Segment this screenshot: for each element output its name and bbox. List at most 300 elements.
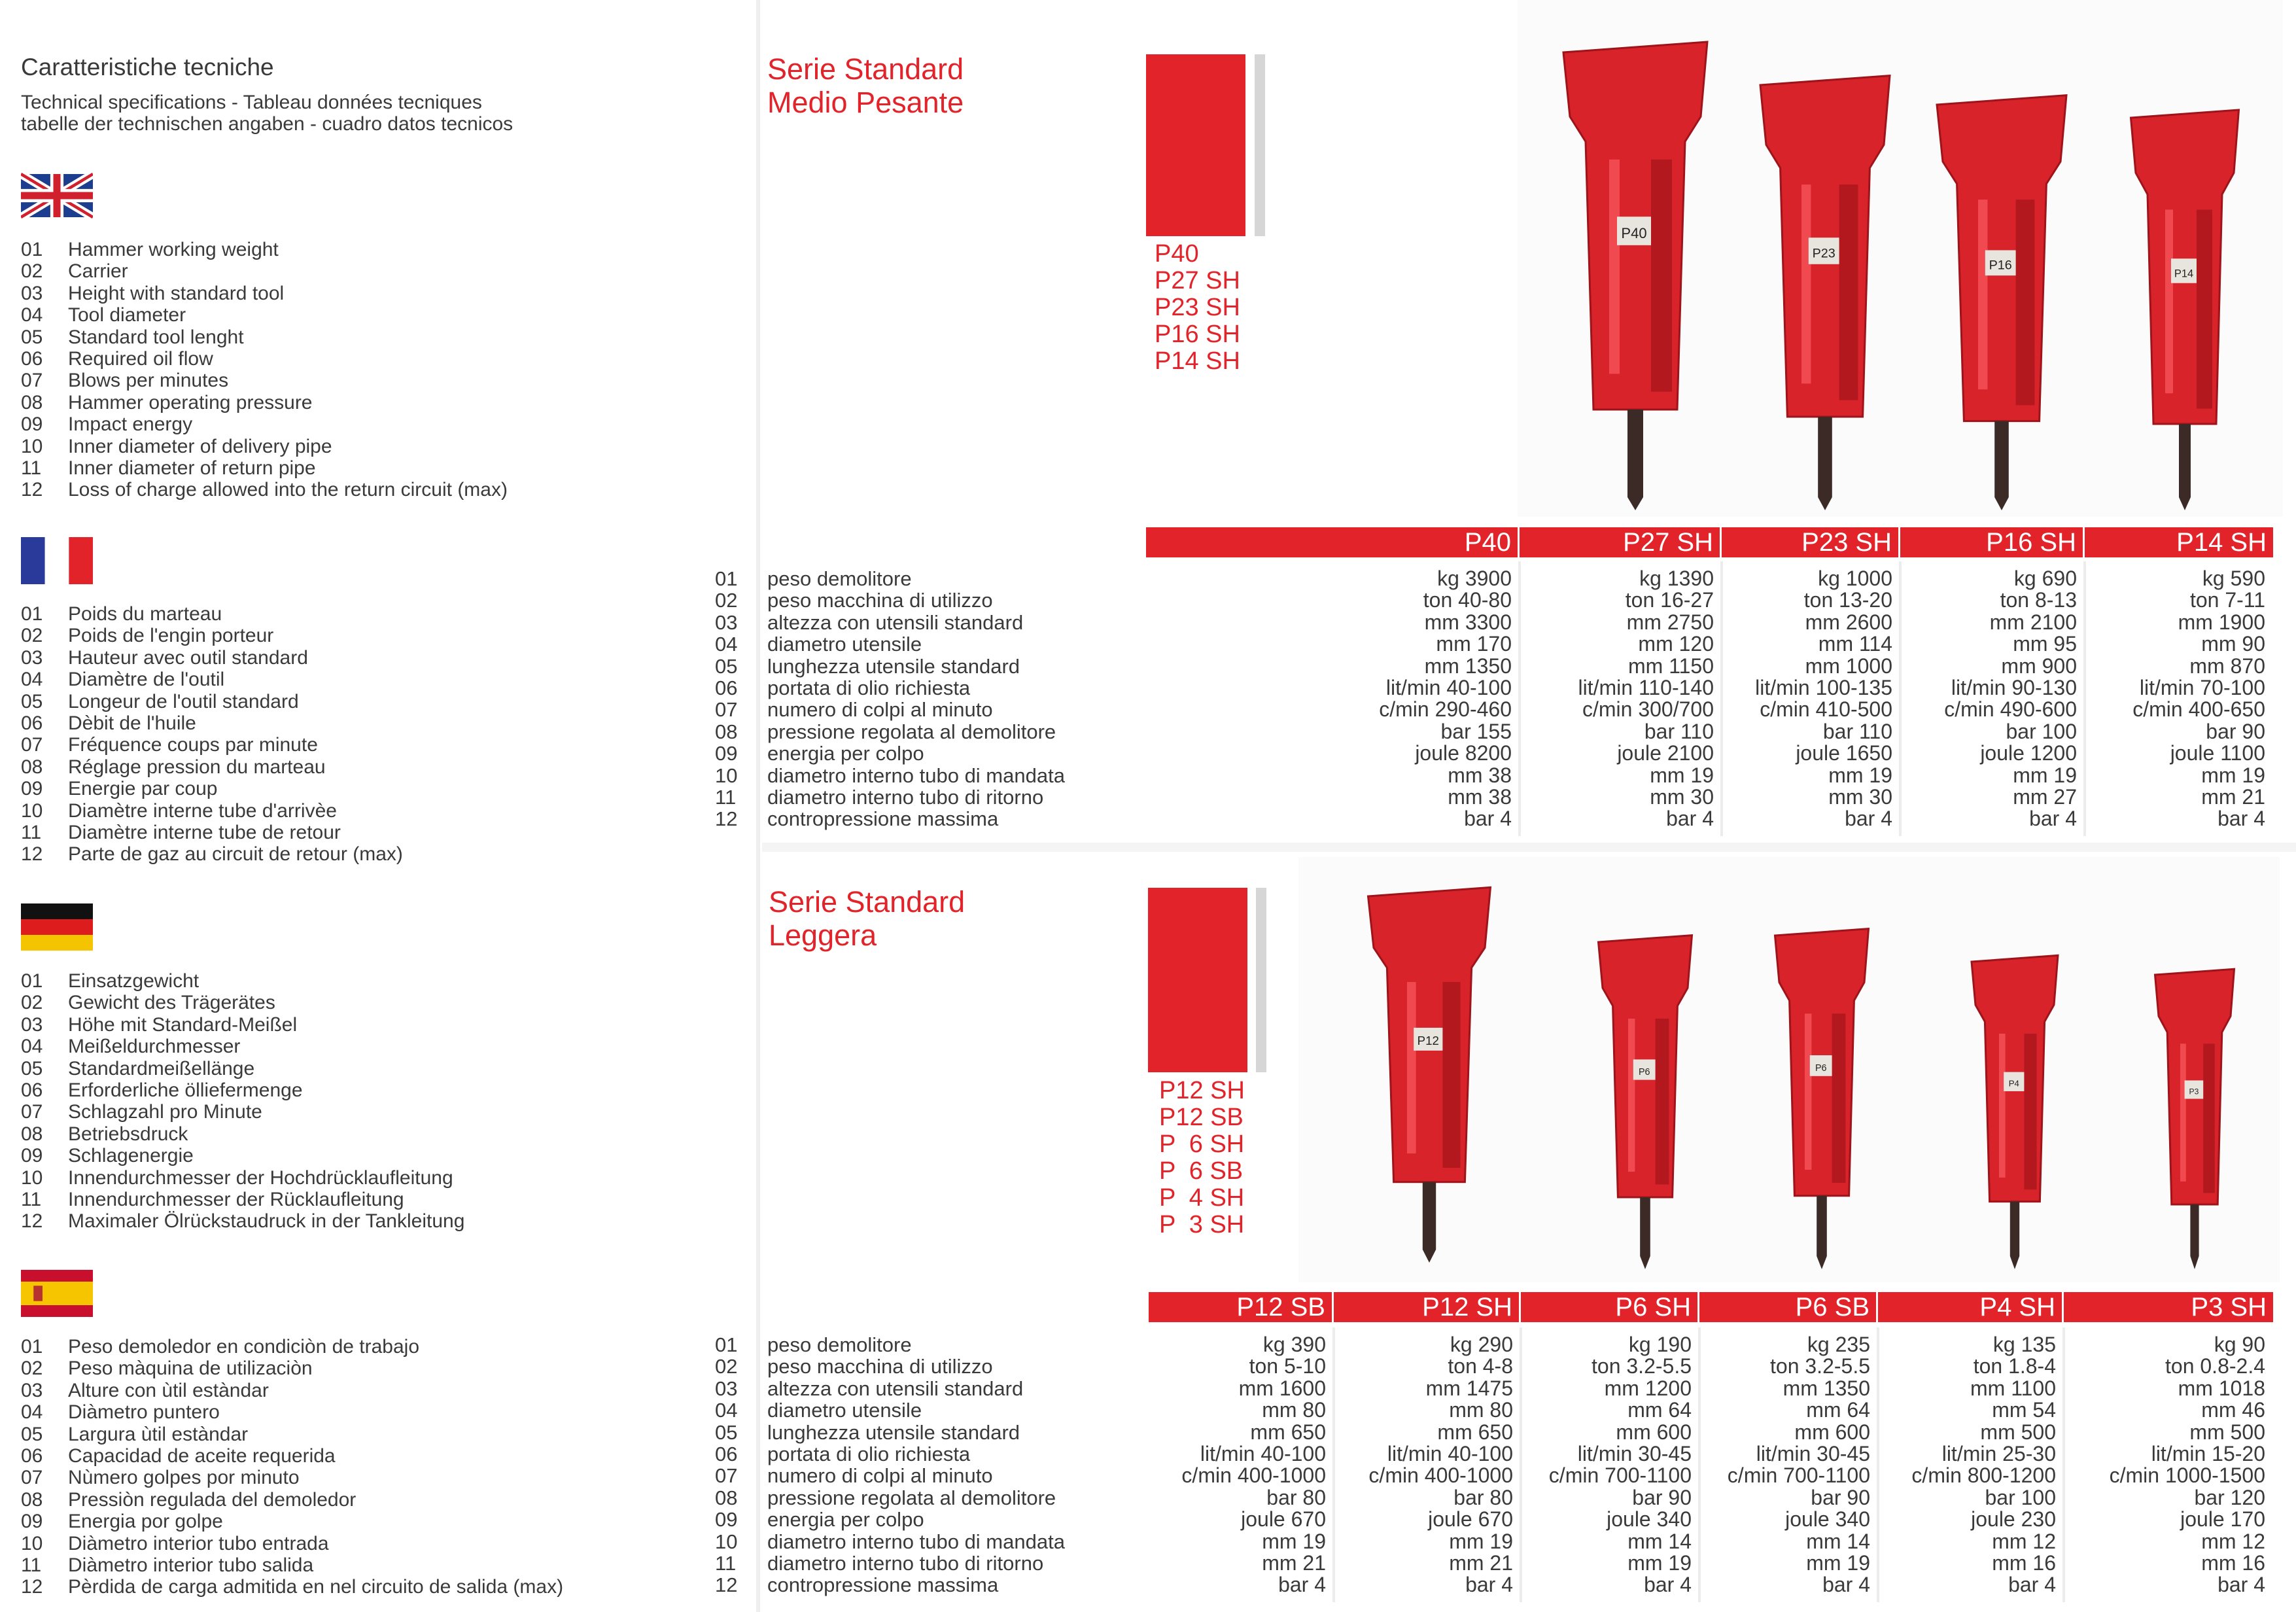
spec-row-text: diametro interno tubo di ritorno <box>767 786 1044 809</box>
series-light-model-list <box>1159 1078 1245 1238</box>
spec-value-cell: c/min 400-1000 <box>1368 1463 1513 1488</box>
series-heavy-swatch-shadow <box>1255 54 1265 236</box>
spec-row-number: 12 <box>715 807 738 831</box>
legend-item-text: Hammer operating pressure <box>68 391 313 413</box>
legend-item-text: Capacidad de aceite requerida <box>68 1445 336 1467</box>
series-heavy-title-line-1: Serie Standard <box>767 52 964 86</box>
subtitle-line-1: Technical specifications - Tableau données tecniques <box>21 92 482 113</box>
spec-value-cell: mm 500 <box>1980 1420 2056 1444</box>
spec-value-cell: bar 80 <box>1266 1485 1326 1509</box>
legend-item-text: Diàmetro puntero <box>68 1401 220 1424</box>
spec-value-cell: bar 4 <box>1464 807 1512 831</box>
spec-value-cell: mm 30 <box>1650 785 1714 809</box>
spec-value-cell: mm 16 <box>2201 1551 2265 1575</box>
legend-item-number: 04 <box>21 304 43 326</box>
legend-item <box>21 970 464 992</box>
legend-item-number: 07 <box>21 370 43 392</box>
spec-value-cell: mm 650 <box>1250 1420 1326 1444</box>
spec-row-text: altezza con utensili standard <box>767 1376 1024 1400</box>
legend-item <box>21 326 508 348</box>
spec-value-cell: ton 40-80 <box>1423 588 1512 612</box>
spec-value-cell: mm 19 <box>1449 1529 1513 1553</box>
model-name: P12 SH <box>1159 1077 1245 1104</box>
legend-item-text: Blows per minutes <box>68 370 229 392</box>
legend-item-text: Diamètre de l'outil <box>68 669 225 691</box>
spec-value-cell: c/min 490-600 <box>1944 697 2077 722</box>
model-name: P 6 SH <box>1159 1130 1245 1158</box>
legend-item-number: 09 <box>21 413 43 436</box>
legend-item-number: 08 <box>21 756 43 778</box>
spec-value-cell: mm 900 <box>2001 654 2077 678</box>
spec-value-cell: mm 2100 <box>1989 610 2077 634</box>
legend-item-text: Betriebsdruck <box>68 1123 188 1145</box>
spec-value-cell: mm 12 <box>1992 1529 2056 1553</box>
spec-row-text: pressione regolata al demolitore <box>767 1486 1056 1509</box>
spec-value-cell: bar 4 <box>1465 1573 1513 1597</box>
spec-value-cell: c/min 700-1100 <box>1727 1463 1870 1488</box>
spec-value-cell: bar 110 <box>1822 719 1892 743</box>
spec-value-cell: lit/min 90-130 <box>1951 676 2077 699</box>
spec-value-cell: joule 670 <box>1428 1507 1513 1532</box>
spec-value-cell: ton 3.2-5.5 <box>1592 1354 1692 1378</box>
legend-item <box>21 756 403 778</box>
legend-item <box>21 1167 464 1189</box>
legend-item <box>21 260 508 282</box>
legend-item-number: 04 <box>21 1036 43 1058</box>
spec-value-cell: bar 90 <box>2206 719 2265 743</box>
column-header: P27 SH <box>1520 527 1722 557</box>
spec-value-cell: joule 230 <box>1971 1507 2056 1532</box>
spec-value-cell: mm 870 <box>2189 654 2265 678</box>
spec-value-cell: mm 600 <box>1616 1420 1692 1444</box>
spec-value-cell: bar 4 <box>1822 1573 1870 1597</box>
legend-item-number: 02 <box>21 992 43 1014</box>
legend-item <box>21 734 403 756</box>
spec-row-number: 12 <box>715 1573 738 1597</box>
legend-item <box>21 283 508 304</box>
legend-item-text: Pèrdida de carga admitida en nel circuito de salida (max) <box>68 1576 564 1598</box>
legend-item <box>21 1189 464 1210</box>
legend-item-text: Schlagzahl pro Minute <box>68 1101 262 1123</box>
spec-value-cell: lit/min 110-140 <box>1578 676 1714 699</box>
spec-value-cell: c/min 300/700 <box>1582 697 1714 722</box>
spec-value-cell: mm 1150 <box>1627 654 1714 678</box>
legend-item-number: 11 <box>21 822 42 844</box>
spec-row-number: 08 <box>715 720 738 743</box>
spec-value-cell: lit/min 25-30 <box>1941 1442 2056 1465</box>
spec-value-cell: mm 64 <box>1627 1398 1692 1422</box>
light-hammer-photos <box>1298 870 2280 1282</box>
legend-item <box>21 625 403 646</box>
legend-item <box>21 479 508 500</box>
spec-row-number: 03 <box>715 610 738 634</box>
spec-value-cell: mm 2600 <box>1805 610 1892 634</box>
legend-item-number: 02 <box>21 625 43 647</box>
hammer-plate-label: P12 <box>1417 1034 1439 1048</box>
legend-item-text: Schlagenergie <box>68 1145 194 1167</box>
spec-value-cell: mm 500 <box>2189 1420 2265 1444</box>
spec-value-cell: kg 135 <box>1992 1333 2056 1356</box>
series-light-color-swatch <box>1148 888 1247 1072</box>
spec-value-cell: bar 120 <box>2194 1485 2265 1509</box>
column-header: P23 SH <box>1722 527 1900 557</box>
spec-value-cell: bar 4 <box>1278 1573 1326 1597</box>
spec-value-cell: joule 1650 <box>1796 741 1892 765</box>
spec-value-cell: mm 64 <box>1806 1398 1870 1422</box>
spec-value-cell: mm 1900 <box>2178 610 2265 634</box>
spec-value-cell: lit/min 70-100 <box>2139 676 2265 699</box>
legend-item <box>21 603 403 625</box>
spain-spec-list <box>21 1336 563 1598</box>
hammer-plate-label: P14 <box>2174 268 2194 280</box>
legend-item-text: Innendurchmesser der Hochdrücklaufleitung <box>68 1166 453 1189</box>
spec-value-cell: mm 90 <box>2201 632 2265 656</box>
uk-spec-list <box>21 239 508 501</box>
spec-value-cell: mm 19 <box>2201 763 2265 787</box>
spec-value-cell: mm 1200 <box>1604 1376 1692 1400</box>
model-name: P 6 SB <box>1159 1157 1244 1185</box>
spec-value-cell: bar 80 <box>1453 1485 1513 1509</box>
spec-row-text: peso demolitore <box>767 1333 912 1356</box>
spec-row-text: numero di colpi al minuto <box>767 698 993 722</box>
spec-value-cell: joule 2100 <box>1617 741 1714 765</box>
legend-item <box>21 1445 563 1467</box>
legend-item-number: 09 <box>21 778 43 800</box>
model-name: P40 <box>1155 240 1199 268</box>
hammer-p4-image <box>1972 955 2058 1269</box>
legend-item-number: 12 <box>21 1576 43 1598</box>
section-separator <box>762 843 2296 852</box>
spec-value-cell: bar 90 <box>1632 1485 1692 1509</box>
spec-value-cell: kg 590 <box>2202 567 2265 590</box>
spec-value-cell: c/min 800-1200 <box>1911 1463 2056 1488</box>
spec-value-cell: mm 38 <box>1448 763 1512 787</box>
model-name: P12 SB <box>1159 1104 1244 1131</box>
legend-item-number: 10 <box>21 799 43 822</box>
hammer-plate-label: P3 <box>2189 1087 2199 1096</box>
legend-item-number: 03 <box>21 282 43 304</box>
legend-item-number: 10 <box>21 1532 43 1554</box>
spec-value-cell: mm 21 <box>1262 1551 1326 1575</box>
legend-item-text: Parte de gaz au circuit de retour (max) <box>68 843 403 866</box>
spec-value-cell: mm 1018 <box>2178 1376 2265 1400</box>
legend-item-text: Hammer working weight <box>68 239 279 260</box>
spec-value-cell: ton 5-10 <box>1249 1354 1326 1378</box>
legend-item <box>21 1079 464 1101</box>
spec-row-number: 11 <box>715 1552 737 1575</box>
spec-row-number: 01 <box>715 567 738 590</box>
spec-value-cell: bar 4 <box>2029 807 2077 831</box>
spec-row-number: 04 <box>715 1399 738 1422</box>
legend-item-text: Largura ùtil estàndar <box>68 1423 249 1445</box>
legend-item <box>21 712 403 734</box>
spec-value-cell: joule 340 <box>1785 1507 1870 1532</box>
legend-item <box>21 1101 464 1123</box>
legend-item-number: 07 <box>21 1467 43 1489</box>
spec-row-text: altezza con utensili standard <box>767 610 1024 634</box>
legend-item-text: Standardmeißellänge <box>68 1057 255 1079</box>
legend-item-number: 06 <box>21 712 43 735</box>
legend-item-text: Alture con ùtil estàndar <box>68 1379 269 1401</box>
column-header: P4 SH <box>1878 1292 2064 1322</box>
legend-item <box>21 1358 563 1379</box>
legend-item-number: 11 <box>21 457 42 480</box>
germany-flag-icon <box>21 903 93 951</box>
spec-row-number: 10 <box>715 1530 738 1553</box>
legend-item-number: 11 <box>21 1554 42 1577</box>
spec-value-cell: ton 13-20 <box>1803 588 1892 612</box>
legend-item-number: 01 <box>21 970 43 992</box>
series-light-title-line-1: Serie Standard <box>769 885 965 919</box>
column-header: P16 SH <box>1900 527 2085 557</box>
spec-row-number: 04 <box>715 633 738 656</box>
legend-item <box>21 800 403 822</box>
spec-value-cell: kg 3900 <box>1437 567 1512 590</box>
legend-item-number: 06 <box>21 348 43 370</box>
hammer-plate-label: P16 <box>1989 258 2012 273</box>
legend-item-text: Energie par coup <box>68 778 218 800</box>
legend-item <box>21 1014 464 1036</box>
legend-item-text: Height with standard tool <box>68 282 285 304</box>
spec-value-cell: joule 8200 <box>1415 741 1512 765</box>
legend-item-text: Diamètre interne tube d'arrivèe <box>68 799 337 822</box>
spec-value-cell: ton 8-13 <box>2000 588 2077 612</box>
spec-value-cell: mm 80 <box>1449 1398 1513 1422</box>
spec-value-cell: kg 390 <box>1262 1333 1326 1356</box>
spec-value-cell: mm 54 <box>1992 1398 2056 1422</box>
heavy-hammer-photos <box>1518 13 2283 517</box>
legend-item <box>21 843 403 865</box>
spec-value-cell: lit/min 40-100 <box>1385 676 1512 699</box>
france-spec-list <box>21 603 403 866</box>
spec-value-cell: mm 19 <box>1262 1529 1326 1553</box>
legend-item <box>21 1467 563 1488</box>
spec-value-cell: mm 12 <box>2201 1529 2265 1553</box>
spec-value-cell: mm 114 <box>1818 632 1892 656</box>
spec-row-text: portata di olio richiesta <box>767 1443 971 1465</box>
legend-item <box>21 1336 563 1358</box>
legend-item-number: 03 <box>21 646 43 669</box>
spec-row-number: 07 <box>715 698 738 722</box>
spec-row-text: peso macchina di utilizzo <box>767 1355 993 1378</box>
legend-item <box>21 1424 563 1445</box>
legend-item-text: Inner diameter of delivery pipe <box>68 435 332 457</box>
spec-value-cell: c/min 400-1000 <box>1181 1463 1326 1488</box>
spec-row-text: lunghezza utensile standard <box>767 654 1020 678</box>
left-legend-column <box>0 0 756 1612</box>
spec-value-cell: lit/min 15-20 <box>2151 1442 2265 1465</box>
spec-value-cell: mm 120 <box>1638 632 1714 656</box>
spec-value-cell: ton 0.8-2.4 <box>2165 1354 2265 1378</box>
legend-item <box>21 392 508 413</box>
spec-value-cell: mm 46 <box>2201 1398 2265 1422</box>
france-flag-icon <box>21 537 93 584</box>
legend-item-text: Carrier <box>68 260 128 283</box>
spec-row-text: lunghezza utensile standard <box>767 1420 1020 1444</box>
legend-item <box>21 1145 464 1166</box>
legend-item-text: Longeur de l'outil standard <box>68 690 299 712</box>
model-name: P27 SH <box>1155 267 1240 294</box>
column-header: P3 SH <box>2191 1293 2267 1322</box>
legend-item-text: Poids du marteau <box>68 603 222 625</box>
spec-value-cell: ton 3.2-5.5 <box>1770 1354 1870 1378</box>
legend-item-text: Hauteur avec outil standard <box>68 646 308 669</box>
spec-value-cell: bar 90 <box>1811 1485 1870 1509</box>
legend-item-text: Standard tool lenght <box>68 326 244 348</box>
legend-item-number: 12 <box>21 843 43 866</box>
legend-item-number: 01 <box>21 239 43 260</box>
legend-item-text: Tool diameter <box>68 304 186 326</box>
spec-value-cell: c/min 410-500 <box>1760 697 1892 722</box>
hammer-plate-label: P23 <box>1812 246 1835 261</box>
spec-value-cell: lit/min 100-135 <box>1755 676 1892 699</box>
hammer-p6-sh-image <box>1599 936 1692 1269</box>
hammer-plate-label: P4 <box>2008 1078 2019 1089</box>
spec-value-cell: mm 19 <box>2013 763 2077 787</box>
legend-item <box>21 239 508 260</box>
column-header: P40 <box>1146 527 1520 557</box>
spec-value-cell: mm 27 <box>2013 785 2077 809</box>
legend-item <box>21 1489 563 1511</box>
spec-value-cell: c/min 700-1100 <box>1548 1463 1692 1488</box>
series-light-values <box>1149 1334 2273 1602</box>
legend-item <box>21 370 508 391</box>
spec-value-cell: lit/min 30-45 <box>1756 1442 1870 1465</box>
legend-item-text: Peso demoledor en condiciòn de trabajo <box>68 1336 420 1358</box>
spec-value-cell: mm 170 <box>1436 632 1512 656</box>
spec-value-cell: lit/min 40-100 <box>1387 1442 1513 1465</box>
legend-item <box>21 1511 563 1532</box>
spec-value-cell: kg 90 <box>2214 1333 2265 1356</box>
spec-row-number: 09 <box>715 742 738 765</box>
spec-row-text: peso demolitore <box>767 567 912 590</box>
legend-item-text: Meißeldurchmesser <box>68 1036 241 1058</box>
spec-row-number: 03 <box>715 1376 738 1400</box>
spec-value-cell: kg 290 <box>1450 1333 1513 1356</box>
spec-value-cell: ton 7-11 <box>2189 588 2265 612</box>
spec-value-cell: mm 1350 <box>1424 654 1512 678</box>
hammer-plate-label: P6 <box>1815 1062 1827 1074</box>
legend-item-number: 12 <box>21 479 43 501</box>
legend-item-number: 02 <box>21 260 43 283</box>
series-light-table-header <box>1149 1292 2273 1322</box>
spec-row-number: 05 <box>715 1420 738 1444</box>
legend-item <box>21 647 403 669</box>
legend-item <box>21 1554 563 1576</box>
spec-value-cell: mm 3300 <box>1424 610 1512 634</box>
spec-value-cell: mm 38 <box>1448 785 1512 809</box>
legend-item-text: Energia por golpe <box>68 1511 223 1533</box>
spec-value-cell: joule 170 <box>2180 1507 2265 1532</box>
spec-value-cell: bar 100 <box>2006 719 2077 743</box>
spec-value-cell: mm 650 <box>1437 1420 1513 1444</box>
legend-item-number: 02 <box>21 1358 43 1380</box>
model-name: P 3 SH <box>1159 1211 1245 1238</box>
legend-item-text: Fréquence coups par minute <box>68 734 318 756</box>
spec-value-cell: joule 1200 <box>1980 741 2077 765</box>
spec-value-cell: mm 14 <box>1806 1529 1870 1553</box>
series-light-title-line-2: Leggera <box>769 919 877 952</box>
legend-item <box>21 1123 464 1145</box>
hammer-p23-image <box>1760 76 1890 510</box>
spec-value-cell: mm 1350 <box>1783 1376 1870 1400</box>
spec-row-number: 05 <box>715 654 738 678</box>
legend-item-number: 04 <box>21 1401 43 1424</box>
spec-value-cell: mm 19 <box>1806 1551 1870 1575</box>
spec-value-cell: ton 4-8 <box>1448 1354 1513 1378</box>
subtitle-line-2: tabelle der technischen angaben - cuadro datos tecnicos <box>21 113 513 135</box>
spec-value-cell: lit/min 30-45 <box>1577 1442 1692 1465</box>
spec-row-number: 11 <box>715 786 737 809</box>
legend-item-text: Loss of charge allowed into the return circuit (max) <box>68 479 508 501</box>
legend-item-number: 10 <box>21 1166 43 1189</box>
legend-item-number: 08 <box>21 1488 43 1511</box>
spec-value-cell: joule 1100 <box>2170 741 2265 765</box>
series-heavy-values <box>1146 568 2273 836</box>
legend-item-text: Dèbit de l'huile <box>68 712 196 735</box>
legend-item-number: 07 <box>21 734 43 756</box>
uk-flag-icon <box>21 172 93 219</box>
spec-value-cell: mm 1475 <box>1425 1376 1513 1400</box>
series-heavy-color-swatch <box>1146 54 1245 236</box>
legend-item <box>21 691 403 712</box>
column-header: P12 SH <box>1334 1292 1521 1322</box>
legend-item-text: Diamètre interne tube de retour <box>68 822 341 844</box>
legend-item <box>21 436 508 457</box>
spec-row-number: 02 <box>715 1355 738 1378</box>
legend-item-number: 05 <box>21 690 43 712</box>
model-name: P14 SH <box>1155 347 1240 375</box>
legend-item-number: 09 <box>21 1145 43 1167</box>
spec-value-cell: c/min 1000-1500 <box>2109 1463 2265 1488</box>
series-light-swatch-shadow <box>1256 888 1266 1072</box>
legend-item-number: 08 <box>21 1123 43 1145</box>
legend-item <box>21 413 508 435</box>
spec-value-cell: mm 21 <box>1449 1551 1513 1575</box>
spec-value-cell: kg 190 <box>1628 1333 1692 1356</box>
spec-value-cell: mm 1000 <box>1805 654 1892 678</box>
column-header: P6 SB <box>1699 1292 1878 1322</box>
legend-item-text: Peso màquina de utilizaciòn <box>68 1358 313 1380</box>
spec-row-text: numero di colpi al minuto <box>767 1464 993 1488</box>
spec-row-text: energia per colpo <box>767 742 924 765</box>
legend-item <box>21 992 464 1013</box>
model-name: P 4 SH <box>1159 1184 1245 1212</box>
germany-spec-list <box>21 970 464 1233</box>
spec-value-cell: mm 1100 <box>1970 1376 2056 1400</box>
model-name: P16 SH <box>1155 321 1240 348</box>
spec-row-text: diametro interno tubo di ritorno <box>767 1552 1044 1575</box>
spec-row-number: 02 <box>715 589 738 612</box>
spec-value-cell: kg 690 <box>2013 567 2077 590</box>
spec-value-cell: mm 16 <box>1992 1551 2056 1575</box>
spec-row-text: energia per colpo <box>767 1508 924 1532</box>
spec-value-cell: kg 235 <box>1807 1333 1870 1356</box>
spec-value-cell: mm 19 <box>1627 1551 1692 1575</box>
hammer-p16-image <box>1937 96 2066 510</box>
legend-item <box>21 348 508 370</box>
column-header: P14 SH <box>2176 528 2267 557</box>
column-header: P6 SH <box>1521 1292 1699 1322</box>
column-header: P12 SB <box>1149 1292 1334 1322</box>
legend-item-number: 03 <box>21 1379 43 1401</box>
spec-value-cell: mm 1600 <box>1238 1376 1326 1400</box>
spec-row-number: 06 <box>715 1443 738 1465</box>
spec-value-cell: mm 19 <box>1650 763 1714 787</box>
legend-item <box>21 457 508 479</box>
hammer-p12-image <box>1368 887 1491 1263</box>
spec-value-cell: mm 30 <box>1828 785 1892 809</box>
